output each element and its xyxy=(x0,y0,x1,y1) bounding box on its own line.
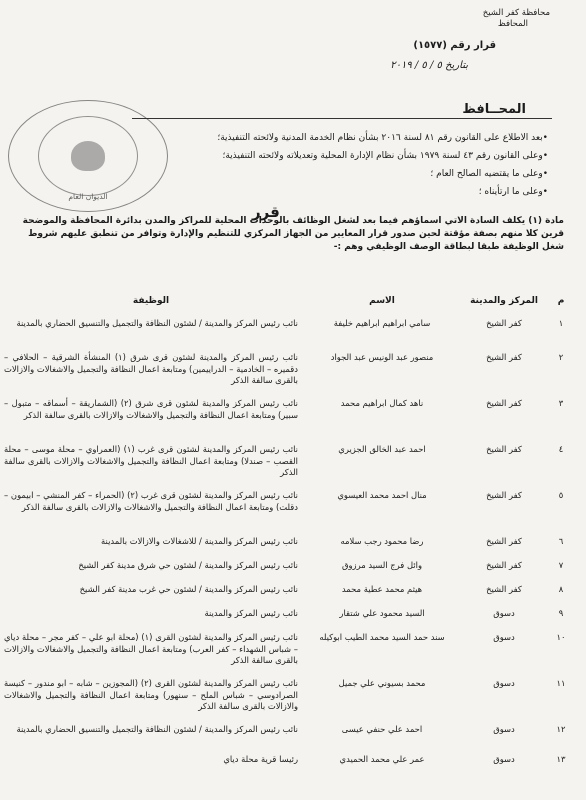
row-name: وائل فرج السيد مرزوق xyxy=(341,560,423,570)
table-row xyxy=(2,628,578,674)
row-job: نائب رئيس المركز والمدينة / للاشغالات والازالات بالمدينة xyxy=(101,536,298,546)
row-num: ١١ xyxy=(556,678,566,688)
row-name: هيثم محمد عطية محمد xyxy=(341,584,423,594)
eagle-emblem-icon xyxy=(71,141,105,171)
table-row xyxy=(2,556,578,580)
recital-3: •وعلى ما يقتضيه الصالح العام ؛ xyxy=(430,169,548,179)
row-city: كفر الشيخ xyxy=(486,560,522,570)
row-job: نائب رئيس المركز والمدينة لشئون القرى (٢) (المجوزين – شابه – ابو مندور – كنيسة الصرادوسي – شباس الملح – سنهور) ومتابعة اعمال النظافة والتجميل والاشغالات والازالات بالقرى سالفة الذكر xyxy=(4,678,298,711)
row-city: كفر الشيخ xyxy=(486,444,522,454)
decree-date: بتاريخ ٥ / ٥ / ٢٠١٩ xyxy=(390,60,468,71)
row-city: كفر الشيخ xyxy=(486,490,522,500)
governorate-name: محافظة كفر الشيخ xyxy=(482,8,550,18)
row-name: السيد محمود علي شتقار xyxy=(339,608,425,618)
col-header-num: م xyxy=(557,296,565,306)
row-num: ٤ xyxy=(558,444,564,454)
row-job: نائب رئيس المركز والمدينة xyxy=(204,608,298,618)
col-header-job: الوظيفة xyxy=(132,296,170,306)
table-row xyxy=(2,532,578,556)
row-num: ١٠ xyxy=(556,632,566,642)
row-num: ٥ xyxy=(558,490,564,500)
row-num: ١٣ xyxy=(556,754,566,764)
row-job: نائب رئيس المركز والمدينة / لشئون النظافة والتجميل والتنسيق الحضاري بالمدينة xyxy=(16,318,298,328)
row-job: نائب رئيس المركز والمدينة / لشئون حي شرق مدينة كفر الشيخ xyxy=(78,560,298,570)
row-name: رضا محمود رجب سلامه xyxy=(340,536,424,546)
issuer-block xyxy=(483,8,550,30)
decree-number: قرار رقم (١٥٧٧) xyxy=(413,40,496,51)
governor-office: المحافظ xyxy=(497,19,528,29)
row-name: منصور عبد الونيس عبد الجواد xyxy=(330,352,434,362)
table-row xyxy=(2,440,578,486)
row-name: ناهد كمال ابراهيم محمد xyxy=(340,398,424,408)
recital-1: •بعد الاطلاع على القانون رقم ٨١ لسنة ٢٠١٦ بشأن نظام الخدمة المدنية ولائحته التنفيذية؛ xyxy=(217,133,548,143)
decision-heading: قرر xyxy=(252,203,280,221)
table-header-row xyxy=(2,288,578,314)
row-num: ٢ xyxy=(558,352,564,362)
article-1-text: مادة (١) يكلف السادة الاتي اسماؤهم فيما بعد لشغل الوظائف بالوحدات المحلية للمراكز والمدن بدائرة المحافظة والموضحة قرين كلا منهم بصفة مؤقتة لحين صدور قرار المعايير من الجهاز المركزي للتنظيم والإدارة وتوافر من تنطبق عليهم شروط شغل الوظيفة طبقا لبطاقة الوصف الوظيفي وهم :- xyxy=(22,216,564,252)
row-job: نائب رئيس المركز والمدينة لشئون قرى شرق (٢) (الشماريقة – أسماقه – متبول – سبير) ومتابعة اعمال النظافة والتجميل والاشغالات والازالات بالقرى سالفة الذكر xyxy=(4,398,298,420)
row-city: كفر الشيخ xyxy=(486,352,522,362)
row-name: سامي ابراهيم ابراهيم خليفة xyxy=(333,318,431,328)
row-city: دسوق xyxy=(493,724,515,734)
row-name: محمد بسيوني علي جميل xyxy=(338,678,426,688)
recital-2: •وعلى القانون رقم ٤٣ لسنة ١٩٧٩ بشأن نظام الإدارة المحلية وتعديلاته ولائحته التنفيذية؛ xyxy=(222,151,548,161)
row-city: دسوق xyxy=(493,632,515,642)
row-job: نائب رئيس المركز والمدينة لشئون قرى شرق (١) المنشأة الشرقية – الحلافي – دقميره – الخادمية – الدراييمين) ومتابعة اعمال النظافة والتجميل والاشغالات والازالات بالقرى سالفة الذكر xyxy=(4,352,298,385)
table-row xyxy=(2,394,578,440)
row-num: ٦ xyxy=(558,536,564,546)
row-city: دسوق xyxy=(493,678,515,688)
table-row xyxy=(2,580,578,604)
table-row xyxy=(2,604,578,628)
row-num: ٩ xyxy=(558,608,564,618)
row-name: سند حمد السيد محمد الطيب ابوكيله xyxy=(319,632,445,642)
table-row xyxy=(2,348,578,394)
row-city: دسوق xyxy=(493,608,515,618)
appointments-table xyxy=(2,288,578,772)
row-name: منال احمد محمد العيسوي xyxy=(337,490,427,500)
row-num: ٣ xyxy=(558,398,564,408)
row-job: نائب رئيس المركز والمدينة / لشئون النظافة والتجميل والتنسيق الحضاري بالمدينة xyxy=(16,724,298,734)
row-job: رئيسا قرية محلة دياي xyxy=(223,754,298,764)
row-name: احمد علي حنفي عيسى xyxy=(341,724,423,734)
row-job: نائب رئيس المركز والمدينة / لشئون حي غرب مدينة كفر الشيخ xyxy=(79,584,298,594)
row-num: ٧ xyxy=(558,560,564,570)
seal-caption: الديوان العام xyxy=(68,192,108,201)
title-divider xyxy=(132,118,552,119)
document-title: المحــافظ xyxy=(462,102,526,117)
row-num: ١ xyxy=(558,318,564,328)
seal-ring xyxy=(38,116,138,196)
row-name: احمد عبد الخالق الجزيري xyxy=(338,444,426,454)
col-header-name: الاسم xyxy=(369,296,395,306)
table-row xyxy=(2,674,578,720)
row-num: ١٢ xyxy=(556,724,566,734)
table-row xyxy=(2,314,578,348)
row-job: نائب رئيس المركز والمدينة لشئون قرى غرب (٢) (الحمراء – كفر المنشي – ابيمون – دقلت) ومتابعة اعمال النظافة والتجميل والاشغالات والازالات بالقرى سالفة الذكر xyxy=(4,490,298,512)
row-city: كفر الشيخ xyxy=(486,536,522,546)
table-row xyxy=(2,720,578,750)
row-city: دسوق xyxy=(493,754,515,764)
row-city: كفر الشيخ xyxy=(486,318,522,328)
recital-4: •وعلى ما ارتأيناه ؛ xyxy=(478,187,548,197)
row-num: ٨ xyxy=(558,584,564,594)
row-city: كفر الشيخ xyxy=(486,584,522,594)
row-job: نائب رئيس المركز والمدينة لشئون قرى غرب (١) (العمراوي – محلة موسى – محلة القصب – صندلا) ومتابعة اعمال النظافة والتجميل والاشغالات والازالات بالقرى سالفة الذكر xyxy=(4,444,298,477)
col-header-city: المركز والمدينة xyxy=(470,296,538,306)
row-name: عمر علي محمد الحميدي xyxy=(339,754,425,764)
row-job: نائب رئيس المركز والمدينة لشئون القرى (١) (محلة ابو علي – كفر مجر – محلة دياي – شباس الشهداء – كفر العرب) ومتابعة اعمال النظافة والتجميل والاشغالات والازالات بالقرى سالفة الذكر xyxy=(4,632,298,665)
row-city: كفر الشيخ xyxy=(486,398,522,408)
table-row xyxy=(2,750,578,772)
table-row xyxy=(2,486,578,532)
